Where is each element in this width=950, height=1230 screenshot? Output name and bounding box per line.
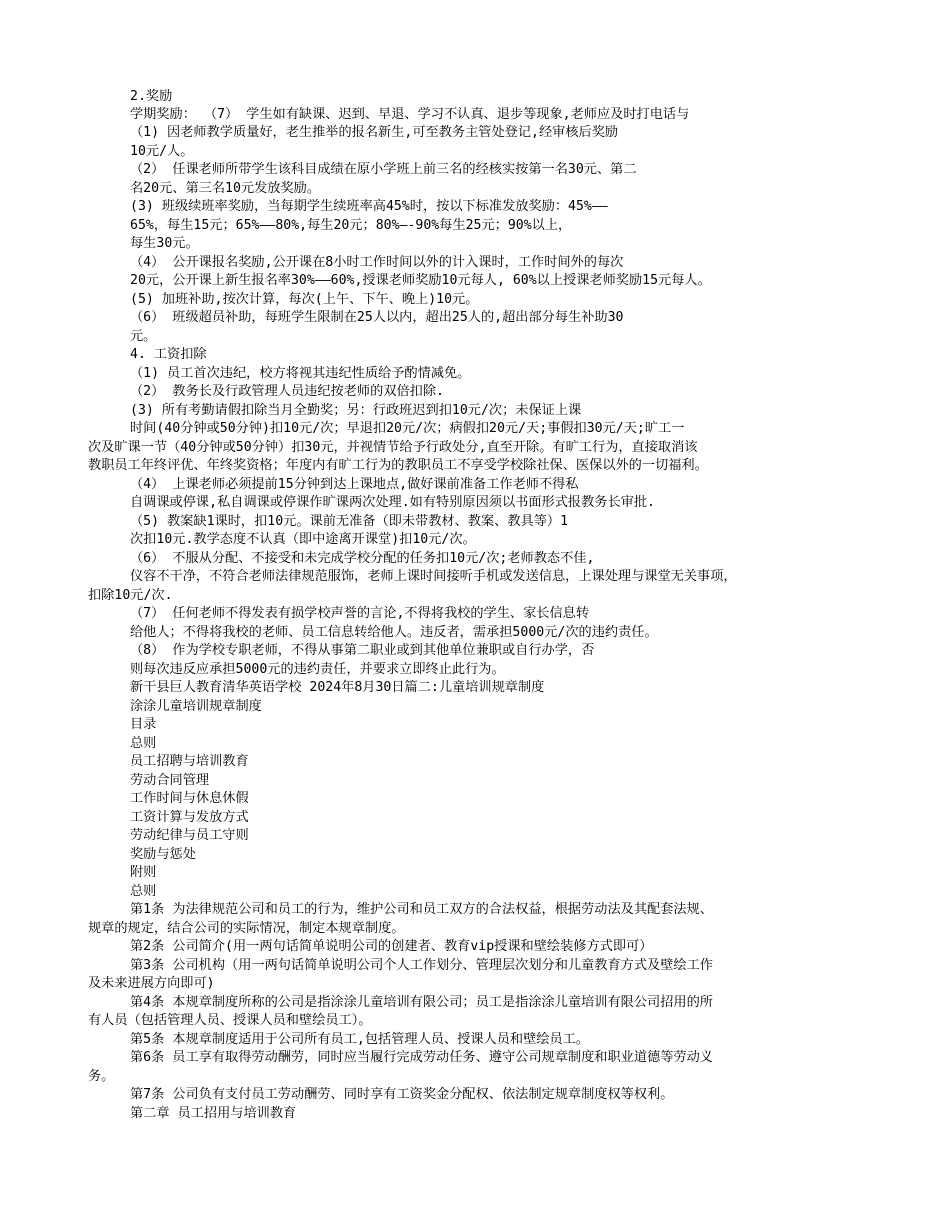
article-line: 第7条 公司负有支付员工劳动酬劳、同时享有工资奖金分配权、依法制定规章制度权等权利。 [130,1087,674,1102]
text-line: 20元，公开课上新生报名率30%——60%,授课老师奖励10元每人, 60%以上授课老师奖励15元每人。 [130,273,711,288]
article-line: 务。 [88,1069,115,1084]
text-line: 每生30元。 [130,236,199,251]
section-heading: 4. 工资扣除 [130,347,207,362]
toc-item: 奖励与惩处 [130,847,196,862]
chapter-heading: 第二章 员工招用与培训教育 [130,1106,297,1121]
article-line: 有人员（包括管理人员、授课人员和壁绘员工）。 [88,1013,372,1028]
text-line: 名20元、第三名10元发放奖励。 [130,181,321,196]
article-line: 规章的规定，结合公司的实际情况，制定本规章制度。 [88,921,405,936]
text-line: 10元/人。 [130,144,194,159]
text-line: （7） 任何老师不得发表有损学校声誉的言论,不得将我校的学生、家长信息转 [130,606,590,621]
article-line: 及未来进展方向即可) [88,976,215,991]
chapter-heading: 总则 [130,884,157,899]
toc-item: 劳动纪律与员工守则 [130,828,249,843]
article-line: 第6条 员工享有取得劳动酬劳，同时应当履行完成劳动任务、遵守公司规章制度和职业道德等劳动义 [130,1050,713,1065]
text-line: 学期奖励： （7） 学生如有缺课、迟到、早退、学习不认真、退步等现象,老师应及时打电话与 [130,107,690,122]
text-line: 新干县巨人教育清华英语学校 2024年8月30日篇二:儿童培训规章制度 [130,680,545,695]
text-line: 教职员工年终评优、年终奖资格；年度内有旷工行为的教职员工不享受学校除社保、医保以外的一切福利。 [88,458,708,473]
article-line: 第4条 本规章制度所称的公司是指涂涂儿童培训有限公司；员工是指涂涂儿童培训有限公司招用的所 [130,995,713,1010]
text-line: （5) 教案缺1课时，扣10元。课前无准备（即未带教材、教案、教具等）1 [130,514,569,529]
toc-item: 工作时间与休息休假 [130,791,249,806]
text-line: 时间(40分钟或50分钟)扣10元/次；早退扣20元/次；病假扣20元/天;事假扣30元/天;旷工一 [130,421,685,436]
article-line: 第3条 公司机构（用一两句话简单说明公司个人工作划分、管理层次划分和儿童教育方式及壁绘工作 [130,958,713,973]
text-line: （2） 任课老师所带学生该科目成绩在原小学班上前三名的经核实按第一名30元、第二 [130,162,637,177]
article-line: 第5条 本规章制度适用于公司所有员工,包括管理人员、授课人员和壁绘员工。 [130,1032,590,1047]
text-line: 次及旷课一节（40分钟或50分钟）扣30元，并视情节给予行政处分,直至开除。有旷工行为，直接取消该 [88,440,698,455]
article-line: 第2条 公司简介(用一两句话简单说明公司的创建者、教育vip授课和壁绘装修方式即可） [130,939,653,954]
text-line: （1) 员工首次违纪，校方将视其违纪性质给予酌情减免。 [130,366,471,381]
toc-item: 工资计算与发放方式 [130,810,249,825]
text-line: （1) 因老师教学质量好，老生推举的报名新生,可至教务主管处登记,经审核后奖励 [130,125,619,140]
text-line: 元。 [130,329,157,344]
text-line: （6） 班级超员补助，每班学生限制在25人以内，超出25人的,超出部分每生补助30 [130,310,624,325]
toc-item: 总则 [130,736,157,751]
text-line: （2） 教务长及行政管理人员违纪按老师的双倍扣除. [130,384,444,399]
text-line: （4） 上课老师必须提前15分钟到达上课地点,做好课前准备工作老师不得私 [130,477,579,492]
text-line: (3) 所有考勤请假扣除当月全勤奖；另：行政班迟到扣10元/次；未保证上课 [130,403,582,418]
toc-item: 劳动合同管理 [130,773,210,788]
text-line: (3) 班级续班率奖励，当每期学生续班率高45%时，按以下标准发放奖励：45%—— [130,199,608,214]
text-line: （6） 不服从分配、不接受和未完成学校分配的任务扣10元/次;老师教态不佳, [130,551,595,566]
text-line: 次扣10元.教学态度不认真（即中途离开课堂)扣10元/次。 [130,532,476,547]
text-line: 给他人；不得将我校的老师、员工信息转给他人。违反者，需承担5000元/次的违约责任。 [130,625,658,640]
section-heading: 2.奖励 [130,89,173,104]
toc-item: 员工招聘与培训教育 [130,754,249,769]
document-title: 涂涂儿童培训规章制度 [130,699,262,714]
text-line: (5) 加班补助,按次计算，每次(上午、下午、晚上)10元。 [130,292,479,307]
article-line: 第1条 为法律规范公司和员工的行为，维护公司和员工双方的合法权益，根据劳动法及其配套法规、 [130,902,713,917]
text-line: （4） 公开课报名奖励,公开课在8小时工作时间以外的计入课时，工作时间外的每次 [130,255,624,270]
text-line: 自调课或停课,私自调课或停课作旷课两次处理.如有特别原因须以书面形式报教务长审批. [130,495,655,510]
text-line: 则每次违反应承担5000元的违约责任，并要求立即终止此行为。 [130,662,505,677]
text-line: 仪容不干净，不符合老师法律规范服饰，老师上课时间接听手机或发送信息，上课处理与课堂无关事项， [130,569,737,584]
text-line: 65%，每生15元；65%——80%,每生20元；80%—-90%每生25元；90%以上， [130,218,572,233]
toc-item: 附则 [130,865,157,880]
text-line: （8） 作为学校专职老师，不得从事第二职业或到其他单位兼职或自行办学，否 [130,643,595,658]
text-line: 扣除10元/次. [88,588,173,603]
toc-heading: 目录 [130,717,157,732]
